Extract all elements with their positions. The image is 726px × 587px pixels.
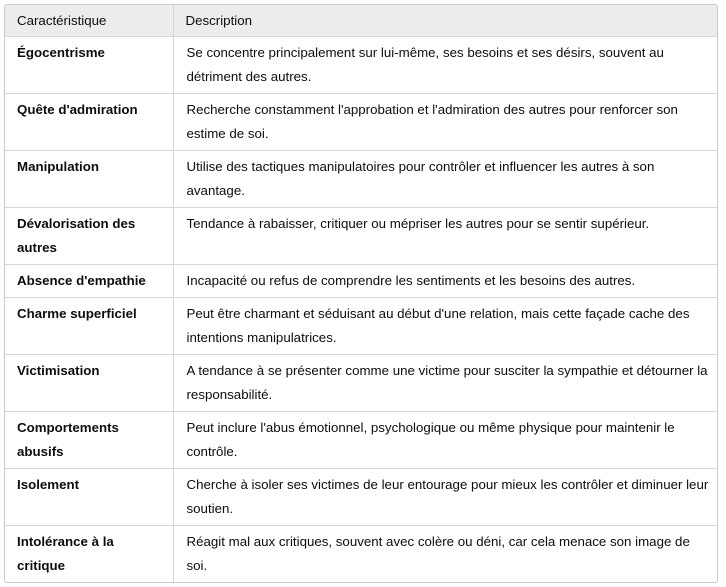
row-description: Recherche constamment l'approbation et l'admiration des autres pour renforcer son estime de soi. — [173, 94, 717, 151]
table-row — [5, 265, 717, 298]
row-characteristic: Égocentrisme — [5, 37, 173, 94]
row-characteristic: Charme superficiel — [5, 298, 173, 355]
table-row — [5, 37, 717, 94]
row-characteristic: Manipulation — [5, 151, 173, 208]
table-row — [5, 526, 717, 583]
row-characteristic: Absence d'empathie — [5, 265, 173, 298]
row-description: Peut inclure l'abus émotionnel, psychologique ou même physique pour maintenir le contrôle. — [173, 412, 717, 469]
row-characteristic: Victimisation — [5, 355, 173, 412]
row-description: Cherche à isoler ses victimes de leur entourage pour mieux les contrôler et diminuer leur soutien. — [173, 469, 717, 526]
row-characteristic: Intolérance à la critique — [17, 534, 114, 573]
row-characteristic: Isolement — [5, 469, 173, 526]
row-characteristic: Dévalorisation des autres — [5, 208, 173, 265]
table-row — [5, 355, 717, 412]
table-row — [5, 412, 717, 469]
table-row — [5, 469, 717, 526]
row-description: Réagit mal aux critiques, souvent avec colère ou déni, car cela menace son image de soi. — [173, 526, 717, 583]
table-row — [5, 298, 717, 355]
row-characteristic: Quête d'admiration — [5, 94, 173, 151]
row-description: Tendance à rabaisser, critiquer ou mépriser les autres pour se sentir supérieur. — [173, 208, 717, 265]
header-characteristic: Caractéristique — [5, 5, 173, 37]
table-header-row — [5, 5, 717, 37]
row-characteristic: Comportements abusifs — [5, 412, 173, 469]
table-row — [5, 94, 717, 151]
table — [5, 5, 717, 582]
table-row — [5, 151, 717, 208]
row-description: Peut être charmant et séduisant au début d'une relation, mais cette façade cache des intentions manipulatrices. — [173, 298, 717, 355]
row-description: A tendance à se présenter comme une victime pour susciter la sympathie et détourner la responsabilité. — [173, 355, 717, 412]
characteristics-table — [4, 4, 718, 583]
header-description: Description — [173, 5, 717, 37]
row-description: Se concentre principalement sur lui-même, ses besoins et ses désirs, souvent au détriment des autres. — [173, 37, 717, 94]
row-description: Incapacité ou refus de comprendre les sentiments et les besoins des autres. — [173, 265, 717, 298]
table-row — [5, 208, 717, 265]
row-description: Utilise des tactiques manipulatoires pour contrôler et influencer les autres à son avantage. — [173, 151, 717, 208]
